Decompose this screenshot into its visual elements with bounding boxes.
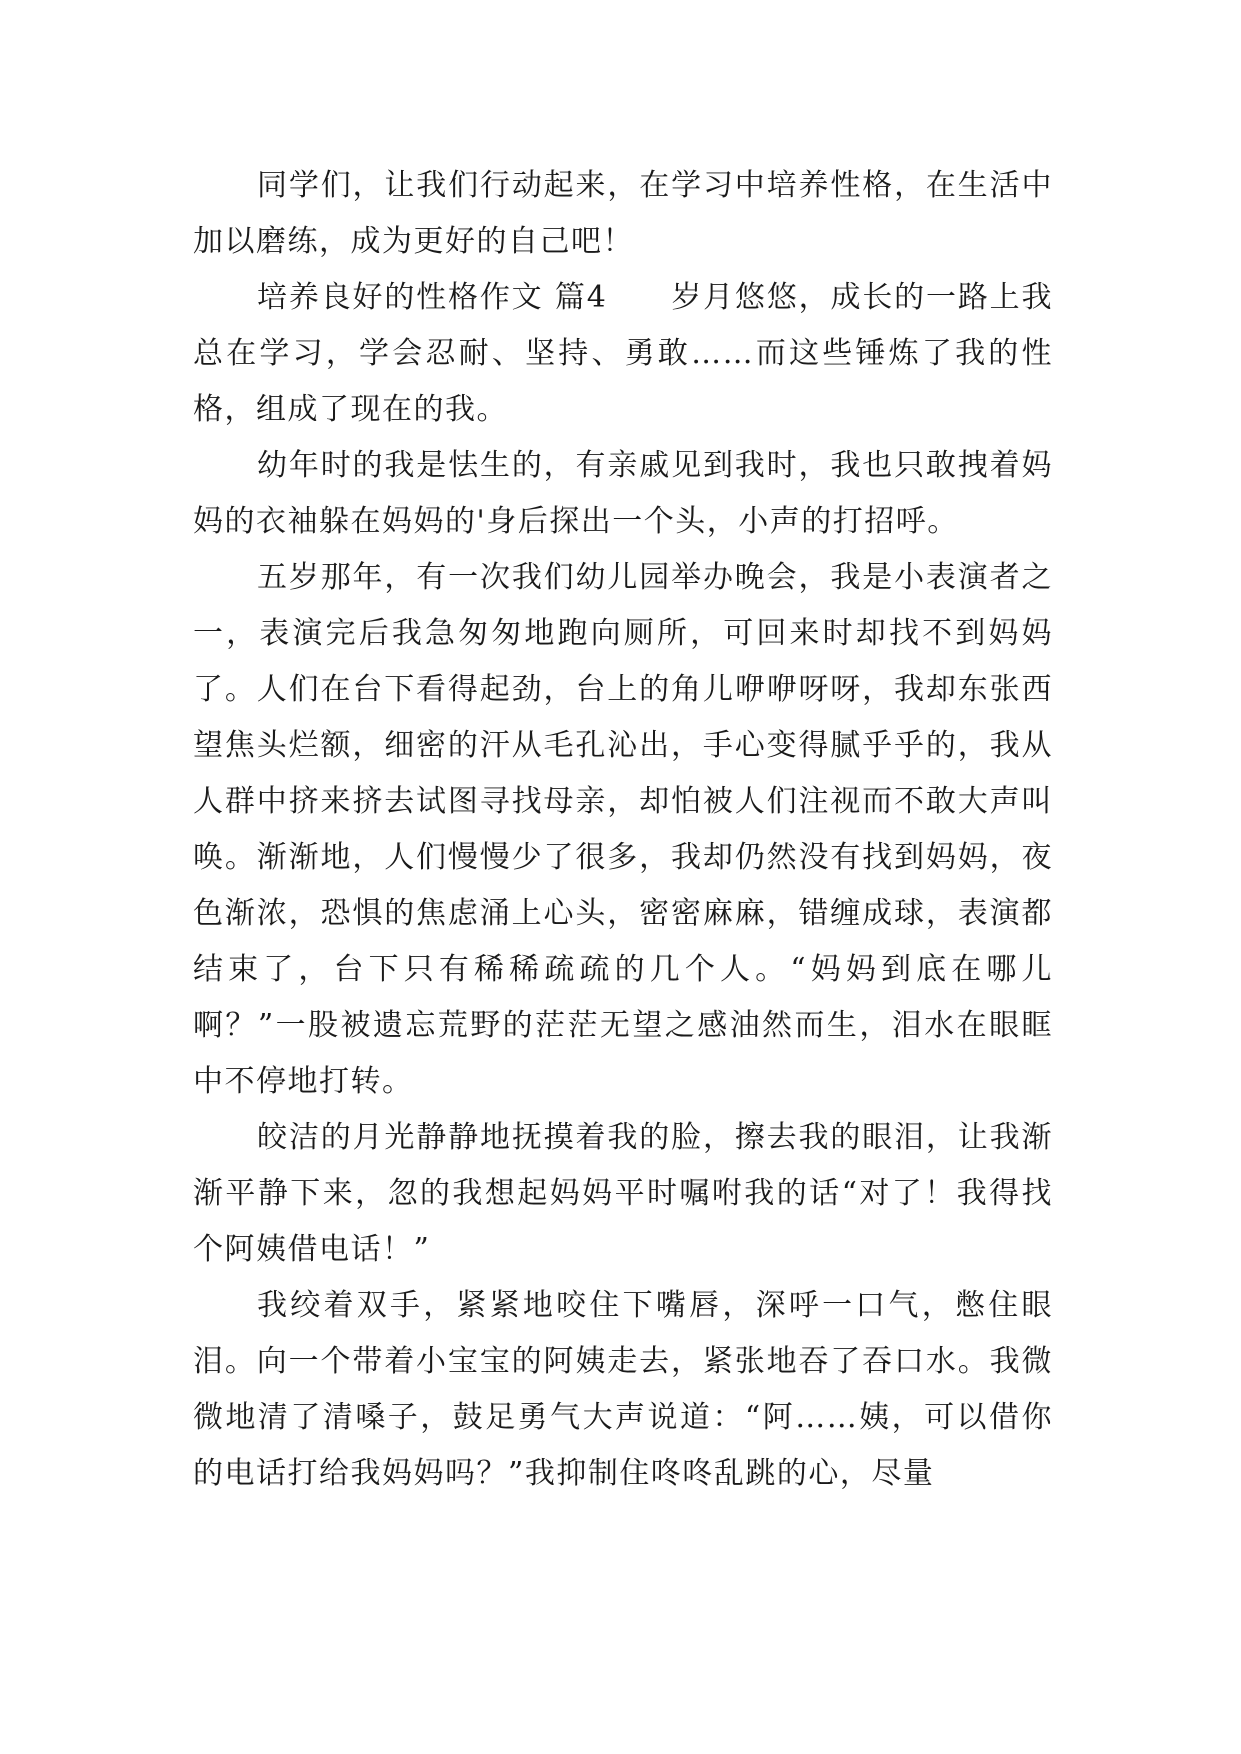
paragraph-conclusion: 同学们，让我们行动起来，在学习中培养性格，在生活中加以磨练，成为更好的自己吧！ [193,168,1053,259]
paragraph-ask-auntie: 我绞着双手，紧紧地咬住下嘴唇，深呼一口气，憋住眼泪。向一个带着小宝宝的阿姨走去，紧张地吞了吞口水。我微微地清了清嗓子，鼓足勇气大声说道：“阿……姨，可以借你的电话打给我妈妈吗？”我抑制住咚咚乱跳的心，尽量 [193,1288,1053,1491]
paragraph-moonlight: 皎洁的月光静静地抚摸着我的脸，擦去我的眼泪，让我渐渐平静下来，忽的我想起妈妈平时嘱咐我的话“对了！我得找个阿姨借电话！” [193,1120,1053,1267]
paragraph-essay-4-intro: 培养良好的性格作文 篇4 岁月悠悠，成长的一路上我总在学习，学会忍耐、坚持、勇敢……而这些锤炼了我的性格，组成了现在的我。 [193,280,1053,427]
paragraph-lost-at-show: 五岁那年，有一次我们幼儿园举办晚会，我是小表演者之一，表演完后我急匆匆地跑向厕所，可回来时却找不到妈妈了。人们在台下看得起劲，台上的角儿咿咿呀呀，我却东张西望焦头烂额，细密的汗从毛孔沁出，手心变得腻乎乎的，我从人群中挤来挤去试图寻找母亲，却怕被人们注视而不敢大声叫唤。渐渐地，人们慢慢少了很多，我却仍然没有找到妈妈，夜色渐浓，恐惧的焦虑涌上心头，密密麻麻，错缠成球，表演都结束了，台下只有稀稀疏疏的几个人。“妈妈到底在哪儿啊？”一股被遗忘荒野的茫茫无望之感油然而生，泪水在眼眶中不停地打转。 [193,560,1053,1099]
essay-body [193,158,1053,1502]
paragraph-childhood-shy: 幼年时的我是怯生的，有亲戚见到我时，我也只敢拽着妈妈的衣袖躲在妈妈的'身后探出一个头，小声的打招呼。 [193,448,1053,539]
